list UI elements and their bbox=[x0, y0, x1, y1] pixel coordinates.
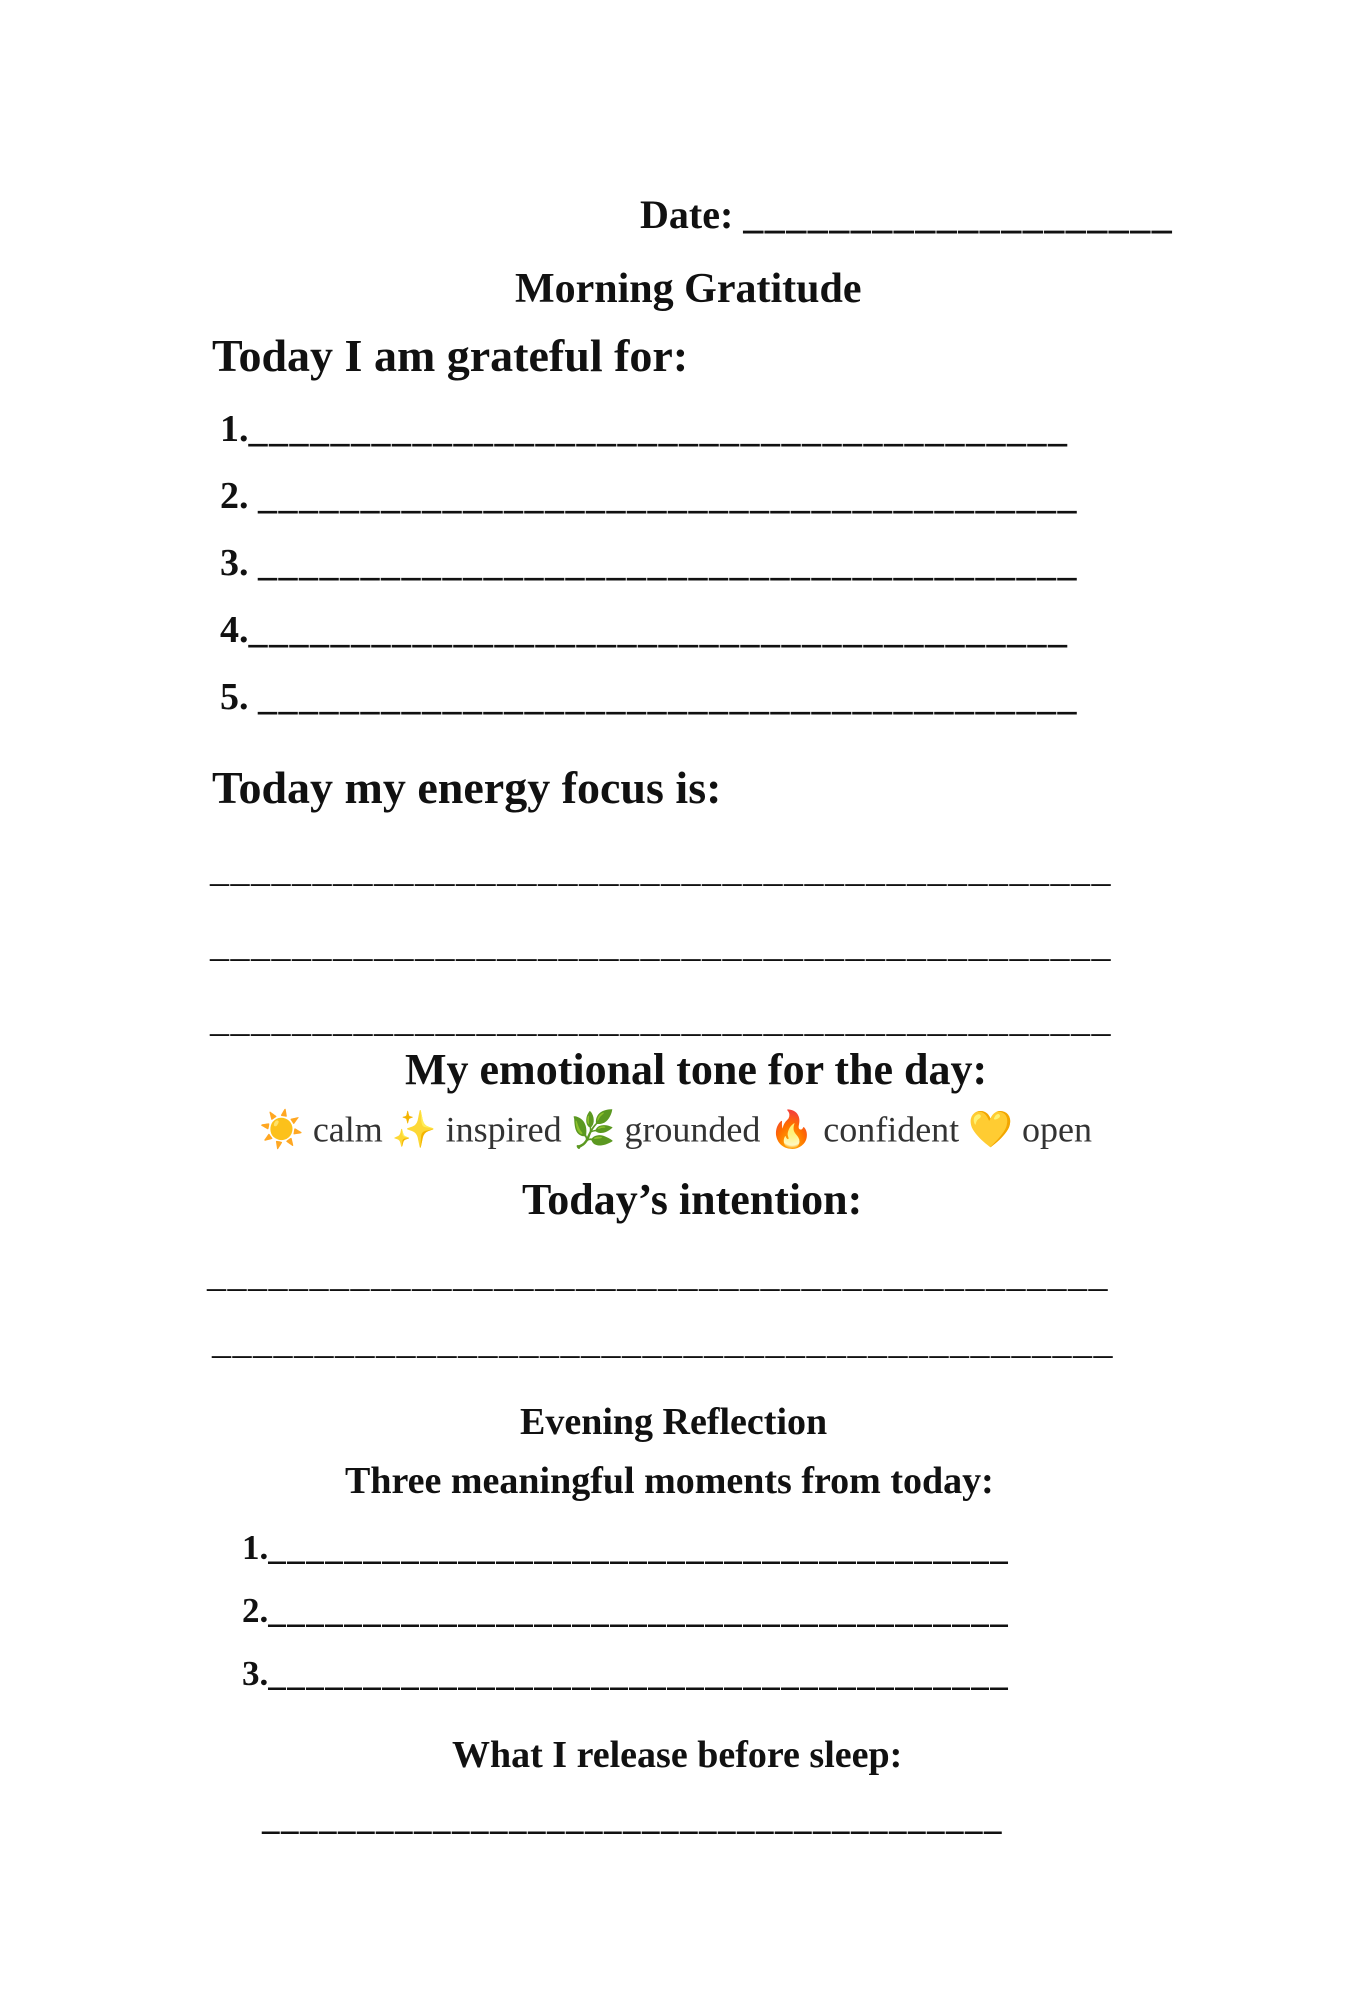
moment-item-line[interactable]: _______________________________________ bbox=[268, 1528, 1010, 1567]
moment-item-line[interactable]: _______________________________________ bbox=[268, 1654, 1010, 1693]
moment-item-1[interactable] bbox=[242, 1530, 1009, 1565]
moment-item-2[interactable] bbox=[242, 1593, 1009, 1628]
grateful-item-3[interactable] bbox=[220, 544, 1078, 582]
energy-line-1[interactable]: ____________________________________________ bbox=[210, 848, 1112, 890]
fire-icon[interactable]: 🔥 bbox=[769, 1109, 815, 1150]
tone-option-inspired[interactable]: inspired bbox=[445, 1109, 562, 1150]
intention-line-1[interactable]: ____________________________________________ bbox=[207, 1253, 1109, 1295]
moment-item-line[interactable]: _______________________________________ bbox=[268, 1591, 1010, 1630]
sparkles-icon[interactable]: ✨ bbox=[391, 1109, 437, 1150]
date-line[interactable]: ____________________ bbox=[743, 192, 1174, 237]
morning-title: Morning Gratitude bbox=[515, 266, 862, 312]
grateful-item-2[interactable] bbox=[220, 477, 1078, 515]
energy-line-2[interactable]: ____________________________________________ bbox=[210, 923, 1112, 965]
grateful-item-1[interactable] bbox=[220, 410, 1069, 448]
grateful-item-line[interactable]: ________________________________________ bbox=[258, 676, 1078, 718]
grateful-heading: Today I am grateful for: bbox=[212, 330, 689, 381]
energy-line-3[interactable]: ____________________________________________ bbox=[210, 998, 1112, 1040]
grateful-item-line[interactable]: ________________________________________ bbox=[258, 542, 1078, 584]
release-heading: What I release before sleep: bbox=[452, 1734, 903, 1776]
tone-option-confident[interactable]: confident bbox=[823, 1109, 960, 1150]
tone-options bbox=[0, 1108, 1351, 1148]
intention-heading: Today’s intention: bbox=[522, 1175, 863, 1224]
intention-line-2[interactable]: ____________________________________________ bbox=[212, 1320, 1114, 1362]
tone-option-calm[interactable]: calm bbox=[312, 1109, 383, 1150]
grateful-item-number: 3. bbox=[220, 542, 258, 584]
date-label: Date: bbox=[640, 192, 734, 237]
date-field[interactable] bbox=[640, 192, 1174, 237]
moment-item-number: 1. bbox=[242, 1528, 269, 1567]
evening-title: Evening Reflection bbox=[520, 1401, 828, 1443]
moment-item-number: 3. bbox=[242, 1654, 269, 1693]
energy-heading: Today my energy focus is: bbox=[212, 762, 722, 813]
grateful-item-line[interactable]: ________________________________________ bbox=[248, 408, 1069, 450]
grateful-item-number: 1. bbox=[220, 408, 249, 450]
grateful-item-number: 5. bbox=[220, 676, 258, 718]
yellow-heart-icon[interactable]: 💛 bbox=[968, 1109, 1014, 1150]
tone-heading: My emotional tone for the day: bbox=[405, 1045, 988, 1094]
grateful-item-number: 4. bbox=[220, 609, 249, 651]
moment-item-3[interactable] bbox=[242, 1656, 1009, 1691]
sun-icon[interactable]: ☀️ bbox=[259, 1109, 304, 1150]
release-line[interactable]: _______________________________________ bbox=[262, 1798, 1003, 1837]
herb-icon[interactable]: 🌿 bbox=[570, 1109, 616, 1150]
grateful-item-line[interactable]: ________________________________________ bbox=[248, 609, 1069, 651]
grateful-item-number: 2. bbox=[220, 475, 258, 517]
moments-heading: Three meaningful moments from today: bbox=[345, 1460, 994, 1502]
tone-option-open[interactable]: open bbox=[1022, 1109, 1092, 1150]
tone-option-grounded[interactable]: grounded bbox=[624, 1109, 761, 1150]
moment-item-number: 2. bbox=[242, 1591, 269, 1630]
grateful-item-4[interactable] bbox=[220, 611, 1069, 649]
grateful-item-5[interactable] bbox=[220, 678, 1078, 716]
grateful-item-line[interactable]: ________________________________________ bbox=[258, 475, 1078, 517]
